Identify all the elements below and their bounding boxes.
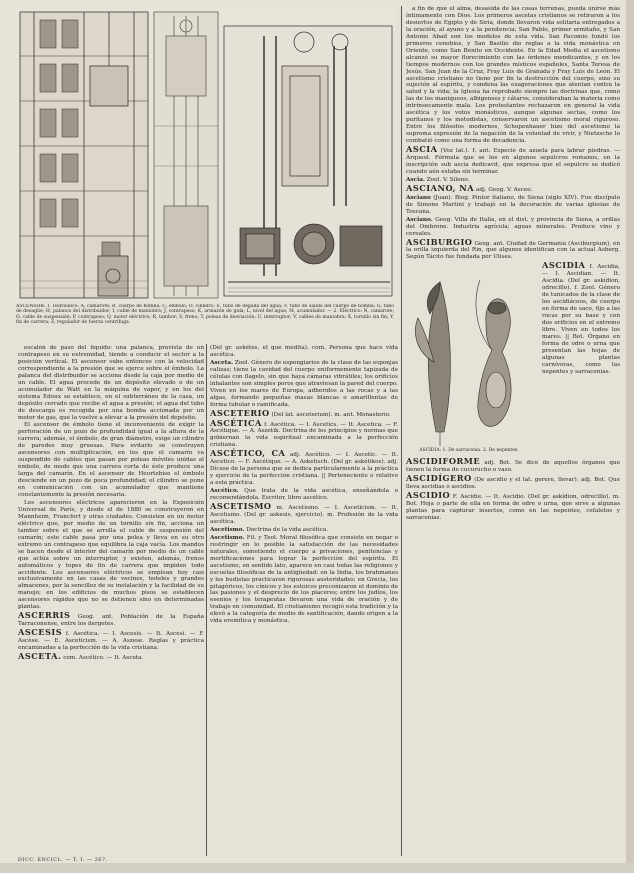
dictionary-entry	[210, 527, 398, 534]
dictionary-entry	[18, 629, 204, 652]
definition: Geog. ant. Población de la España Tarraconense, entre los ilergetes.	[18, 614, 204, 628]
definition: adj. Geog. V. Asceo.	[475, 186, 533, 193]
definition: f. Ascética. — I. Ascesis. — It. Ascesi. — F. Ascèse. — E. Asceticism. — A. Aszese. Reglas y práctica encaminadas a la perfección de la vida cristiana.	[18, 631, 204, 652]
paragraph: El ascensor de émbolo tiene el inconveniente de exigir la perforación de un pozo de profundidad igual a la altura de la carrera; además, el émbolo, de gran diámetro, exige un cilindro de paredes muy gruesas. Para evitarlo se construyen ascensores con multiplicación, en los que el camarín va suspendido de cables que pasan por poleas móviles unidas al émbolo, de modo que una carrera corta de éste produce una larga del camarín. En el ascensor de Heurtebise el émbolo desciende en un pozo de poca profundidad; el cilindro se pone en comunicación con un acumulador que mantiene constantemente la presión necesaria.	[18, 422, 204, 499]
column-rule	[206, 344, 207, 856]
elevator-engravings	[14, 6, 396, 302]
paragraph: (Del gr. askétes, el que medita). com. Persona que hace vida ascética.	[210, 345, 398, 358]
dictionary-entry	[210, 488, 398, 502]
definition: Fil. y Teol. Moral filosófica que consiste en negar o restringir en lo posible la satisfacción de las necesidades naturales, sometiendo el cuerpo a privaciones, penitencias y mortificaciones para lograr la perfección del espíritu. El ascetismo, en sentido lato, aparece en casi todas las religiones y escuelas filosóficas de la antigüedad: en la India, los brahmanes y los budistas practicaron rigurosas austeridades; en Grecia, los pitagóricos, los cínicos y los estoicos preconizaron el dominio de las pasiones y el desprecio de los placeres; entre los judíos, los esenios y los terapeutas llevaron una vida de oración y de trabajo en comunidad. El cristianismo recogió esta tradición y la elevó a la categoría de medio de santificación, dando origen a la vida eremítica y monástica.	[210, 534, 398, 625]
dictionary-entry	[406, 492, 620, 522]
figure-caption: ASCENSOR: 1. Hidráulico: A, camarote; B, cuerpo de bomba; C, émbolo; D, cilindro; E, tubo de llegada del agua; F, tubo de salida del cuerpo de bomba; G, tubo de desagüe; H, palanca del distribuidor; I, cable de maniobra; J, contrapeso; K, armazón de guía; L, nivel del agua; M, acumulador. — 2. Eléctrico: N, camarote; O, cable de suspensión; P, contrapeso; Q, motor eléctrico; R, tambor; S, freno; T, poleas de desviación; U, interruptor; V, cables de maniobra; X, tornillo sin fin; Y, fin de carrera; Z, regulador de fuerza centrífuga.	[16, 304, 394, 326]
paragraph: a fin de que el alma, desasida de las cosas terrenas, pueda unirse más íntimamente con Dios. Los primeros ascetas cristianos se retiraron a los desiertos de Egipto y de Siria, donde llevaron vida solitaria entregados a la oración, al ayuno y a la penitencia; San Pablo, primer ermitaño, y San Antonio Abad son los modelos de esta vida. San Pacomio fundó los primeros cenobios, y San Basilio dio reglas a la vida monástica en Oriente, como San Benito en Occidente. En la Edad Media el ascetismo alcanzó su mayor florecimiento con las órdenes mendicantes, y en los tiempos modernos con los grandes místicos españoles, Santa Teresa de Jesús, San Juan de la Cruz, Fray Luis de Granada y Fray Luis de León. El ascetismo cristiano no tiene por fin la destrucción del cuerpo, sino su sujeción al espíritu, y condena las exageraciones que atentan contra la salud y la vida; la Iglesia ha reprobado siempre las doctrinas que, como las de los maniqueos, albigenses y cátaros, consideraban la materia como intrínsecamente mala. Los protestantes rechazaron en general la vida ascética y los votos monásticos, aunque algunas sectas, como los puritanos y los metodistas, conservaron un ascetismo moral riguroso. Entre los filósofos modernos, Schopenhauer hizo del ascetismo la suprema expresión de la negación de la voluntad de vivir, y Nietzsche lo combatió como una forma de decadencia.	[406, 6, 620, 145]
scan-edge	[626, 0, 634, 873]
dictionary-entry	[210, 360, 398, 409]
scan-edge	[0, 863, 634, 873]
definition: Zool. Género de espongiarios de la clase de las esponjas calizas; tiene la cavidad del cuerpo uniformemente tapizada de células con flagelo, sin que haya cámaras vibrátiles; los orificios inhalantes son simples poros que atraviesan la pared del cuerpo. Viven en los mares de Europa, adheridos a las rocas y a las algas, formando pequeñas masas blancas o amarillentas de forma tubular o ramificada.	[210, 359, 398, 408]
dictionary-entry	[542, 262, 620, 457]
headword: ASCERRIS	[18, 610, 71, 621]
column-1	[18, 345, 204, 865]
definition: Zool. V. Sileno.	[426, 176, 470, 183]
dictionary-entry	[18, 612, 204, 628]
dictionary-entry	[210, 417, 398, 450]
headword: ASCÉTICO, CA	[210, 448, 286, 459]
headword: ASCESIS	[18, 627, 63, 638]
dictionary-entry	[406, 146, 620, 176]
headword: ASCIBURGIO	[406, 236, 473, 247]
headword: Ascetismo.	[210, 526, 245, 533]
dictionary-entry	[18, 650, 204, 662]
headword: Asciano.	[406, 216, 433, 223]
headword: ASCETERIO	[210, 407, 270, 418]
dictionary-entry	[406, 475, 620, 491]
column-rule	[401, 6, 402, 856]
dictionary-entry	[406, 195, 620, 216]
definition: Geog. Villa de Italia, en el dist. y provincia de Siena, a orillas del Ombrone. Industria agrícola; aguas minerales. Produce vino y cereales.	[406, 216, 620, 237]
dictionary-entry	[406, 236, 620, 262]
ascidia-illustration	[406, 262, 536, 448]
definition: f. Ascética. — I. Ascetics. — It. Ascetica. — F. Ascétique. — A. Aszetik. Doctrina de los principios y normas que gobiernan la vida espiritual encaminada a la perfección cristiana.	[210, 421, 398, 449]
definition: F. Ascidie. — It. Ascidio. (Del gr. askídion, odrecillo). m. Bot. Hoja o parte de ella en forma de odre o urna, que sirve a algunas plantas para capturar insectos, como en las nepentes, cefalotos y sarracenias.	[406, 494, 620, 522]
dictionary-entry	[210, 535, 398, 625]
ascidia-caption: ASCIDIA: 1. De sarracenia. 2. De nepentes.	[419, 448, 519, 454]
definition: (De ascidio y el lat. gerere, llevar). adj. Bot. Que lleva ascidias o ascidios.	[406, 477, 620, 491]
paragraph: escalón de paso del líquido: una palanca, provista de un contrapeso en su extremidad, tiende a conducir el sector a la posición vertical. El ascensor sube entonces con la velocidad correspondiente a la presión que se ejerce sobre el émbolo. La palanca del distribuidor se acciona desde la caja por medio de un cable. El agua procede de un depósito elevado o de un acumulador de Watt en la máquina de vapor, y en los del sistema Edoux se establece, en el subterráneo de la casa, un depósito cerrado que recibe el agua a presión; el agua del tubo de descarga es recogida por una bomba accionada por un motor de gas, que la vuelve a elevar a la presión del depósito.	[18, 345, 204, 421]
definition: (Juan). Biog. Pintor italiano, de Siena (siglo XIV). Fue discípulo de Simone Martini y trabajó en la decoración de varias iglesias de Toscana.	[406, 194, 620, 215]
page-footer: DICC. ENCICL. — T. I. — 267.	[18, 858, 108, 863]
definition: Geog. ant. Ciudad de Germania (Asciburgium), en la orilla izquierda del Rin, que algunos identifican con la actual Asberg. Según Tácito fue fundada por Ulises.	[406, 240, 620, 261]
dictionary-entry	[406, 458, 620, 474]
headword: ASCÉTICA	[210, 417, 262, 428]
dictionary-entry	[210, 450, 398, 487]
headword: ASCETA.	[18, 650, 62, 661]
ascidia-engraving	[406, 262, 536, 448]
definition: f. Ascidia. — I. Ascidian. — It. Ascidia. (Del gr. askídion, odrecillo). f. Zool. Género de tunicados de la clase de los ascidiáceos, de cuerpo en forma de saco, fijo a las rocas por su base y con dos orificios en el extremo libre. Viven en todos los mares. || Bot. Órgano en forma de odre o urna que presentan las hojas de algunas plantas carnívoras, como las nepentes y sarracenias.	[542, 264, 620, 375]
headword: ASCIDIFORME	[406, 456, 481, 467]
definition: m. Ascetismo. — I. Asceticism. — It. Ascetismo. (Del gr. askesis, ejercicio). m. Profesión de la vida ascética.	[210, 505, 398, 525]
headword: ASCETISMO	[210, 501, 272, 512]
dictionary-entry	[406, 182, 620, 194]
definition: (Voz lat.). f. ant. Especie de azuela para labrar piedras. — Arqueol. Fórmula que se lee en algunos sepulcros romanos, en la inscripción sub ascia dedicavit, que expresa que el sepulcro se dedicó cuando aún estaba sin terminar.	[406, 148, 620, 175]
paragraph: Los ascensores eléctricos aparecieron en la Exposición Universal de París, y desde el de 1880 se construyeron en Mannheim, Francfort y otras ciudades. Consisten en un motor eléctrico que, por medio de un tornillo sin fin, acciona un tambor sobre el que se arrolla el cable de suspensión del camarín; este cable pasa por una polea y lleva en su otro extremo un contrapeso que equilibra la caja vacía. Los mandos se hacen desde el interior del camarín por medio de un cable que actúa sobre un interruptor, y existen, además, frenos automáticos y topes de fin de carrera que impiden todo accidente. Los ascensores eléctricos se emplean hoy casi exclusivamente en las casas de vecinos, hoteles y grandes almacenes, por la sencillez de su instalación y la facilidad de su manejo; en los edificios de muchos pisos se establecen ascensores rápidos que no se detienen sino en determinadas plantas.	[18, 499, 204, 611]
definition: Doctrina de la vida ascética.	[246, 526, 329, 533]
definition: com. Ascético. — It. Asceta.	[63, 654, 144, 661]
headword: ASCIDIA	[542, 260, 586, 271]
definition: adj. Ascético. — I. Ascetic. — It. Ascetico. — F. Ascétique. — A. Asketisch. (Del gr. askétikos). adj. Dícese de la persona que se dedica particularmente a la práctica y ejercicio de la perfección cristiana. || Perteneciente o relativo a esta práctica.	[210, 452, 398, 487]
electric-lift-figure	[224, 26, 392, 296]
headword: Ascético.	[210, 488, 239, 495]
headword: Ascia.	[406, 176, 425, 183]
definition: Que trata de la vida ascética, enseñándola o recomendándola. Escritor, libro ascético.	[210, 488, 398, 502]
headword: Ascetismo.	[210, 534, 245, 541]
definition: adj. Bot. Se dice de aquellos órganos que tienen la forma de cucurucho o vaso.	[406, 460, 620, 474]
headword: ASCIDÍGERO	[406, 473, 472, 484]
headword: ASCIDIO	[406, 490, 451, 501]
dictionary-entry	[406, 217, 620, 238]
dictionary-entry	[210, 503, 398, 526]
headword: Asciano	[406, 194, 431, 201]
definition: (Del lat. asceterium). m. ant. Monasterio.	[271, 411, 391, 418]
hydraulic-diagram-figure	[154, 12, 218, 298]
building-section-figure	[20, 12, 148, 298]
column-2	[210, 345, 398, 865]
headword: Asceta.	[210, 359, 233, 366]
headword: ASCIANO, NA	[406, 182, 475, 193]
elevator-illustration	[14, 6, 396, 302]
headword: ASCIA	[406, 144, 438, 155]
